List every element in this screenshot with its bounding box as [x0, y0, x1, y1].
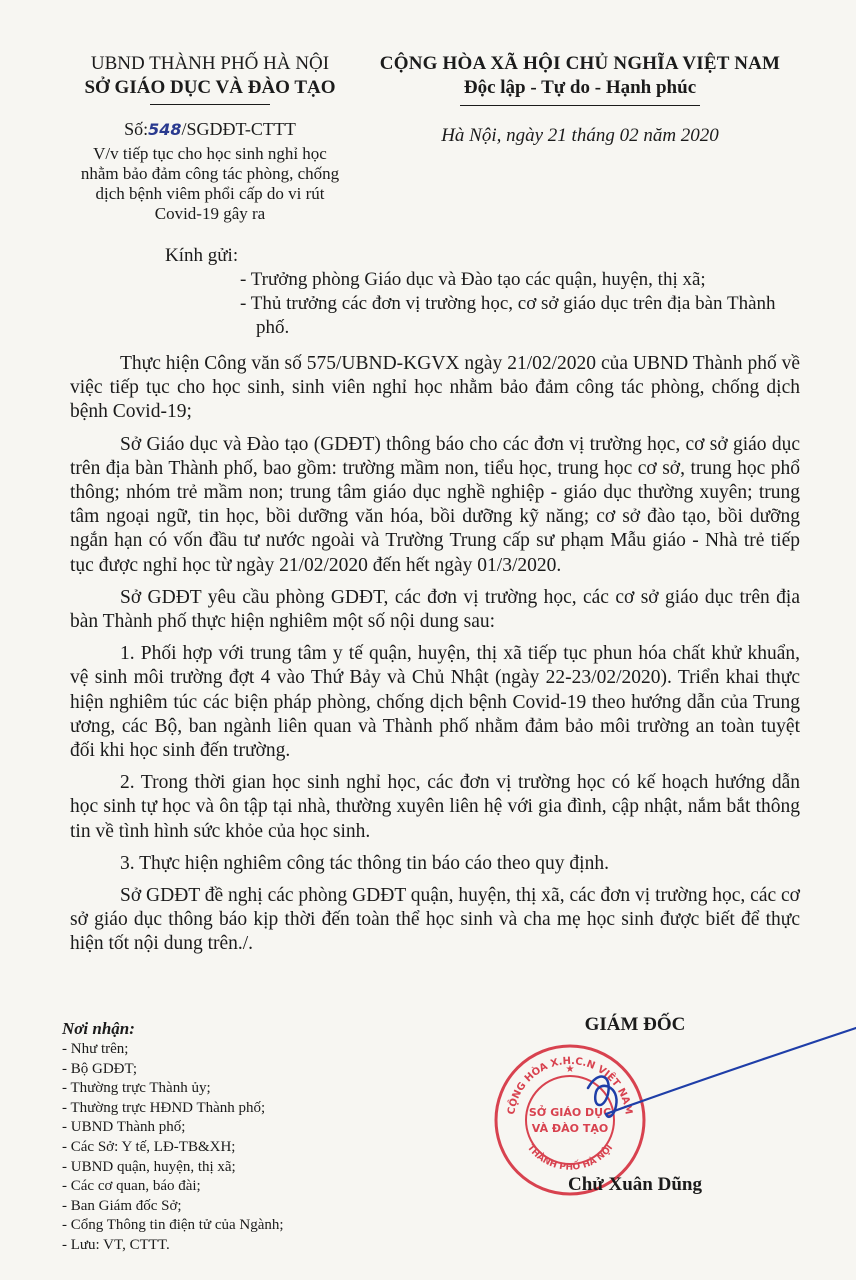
document-number-prefix: Số: [124, 119, 149, 139]
document-number [60, 118, 360, 141]
subject-line: V/v tiếp tục cho học sinh nghỉ học [93, 144, 327, 163]
distribution-item: - UBND Thành phố; [62, 1119, 186, 1136]
subject-line: Covid-19 gây ra [154, 204, 266, 223]
signer-title: GIÁM ĐỐC [584, 1014, 686, 1035]
document-subject [60, 144, 360, 224]
body-paragraph: 3. Thực hiện nghiêm công tác thông tin báo cáo theo quy định. [120, 852, 609, 874]
distribution-item: - Thường trực Thành ủy; [62, 1080, 211, 1097]
recipient-item: - Thủ trưởng các đơn vị trường học, cơ sở giáo dục trên địa bàn Thành phố. [240, 293, 776, 338]
national-motto: Độc lập - Tự do - Hạnh phúc [463, 77, 697, 98]
subject-line: dịch bệnh viêm phổi cấp do vi rút [95, 184, 325, 203]
distribution-item: - Lưu: VT, CTTT. [62, 1236, 170, 1253]
signer-name: Chử Xuân Dũng [568, 1174, 702, 1195]
seal-center-line: SỞ GIÁO DỤC [528, 1106, 612, 1119]
distribution-list [62, 1018, 392, 1256]
document-number-handwritten: 548 [148, 120, 182, 139]
distribution-item: - Cổng Thông tin điện tử của Ngành; [62, 1217, 284, 1234]
body-paragraph: Sở GDĐT yêu cầu phòng GDĐT, các đơn vị trường học, các cơ sở giáo dục trên địa bàn Thành phố thực hiện nghiêm một số nội dung sau: [70, 586, 800, 633]
body-paragraph: 1. Phối hợp với trung tâm y tế quận, huyện, thị xã tiếp tục phun hóa chất khử khuẩn, vệ sinh môi trường đợt 4 vào Thứ Bảy và Chủ Nhật (ngày 22-23/02/2020). Triển khai thực hiện nghiêm túc các biện pháp phòng, chống dịch bệnh Covid-19 theo hướng dẫn của Trung ương, các Bộ, ban ngành liên quan và Thành phố nhằm đảm bảo môi trường an toàn tuyệt đối khi học sinh đến trường. [70, 643, 800, 762]
issuer-block [60, 52, 360, 105]
motto-underline [460, 105, 700, 106]
body-paragraph: Sở Giáo dục và Đào tạo (GDĐT) thông báo cho các đơn vị trường học, cơ sở giáo dục trên địa bàn Thành phố, bao gồm: trường mầm non, tiểu học, trung học cơ sở, trung học phổ thông; nhóm trẻ mầm non; trung tâm giáo dục nghề nghiệp - giáo dục thường xuyên; trung tâm ngoại ngữ, tin học, bồi dưỡng văn hóa, bồi dưỡng kỹ năng; cơ sở đào tạo, bồi dưỡng ngắn hạn có vốn đầu tư nước ngoài và Trường Trung cấp sư phạm Mẫu giáo - Nhà trẻ tiếp tục được nghỉ học từ ngày 21/02/2020 đến hết ngày 01/3/2020. [70, 433, 800, 576]
national-title-block [360, 52, 800, 106]
distribution-item: - Các Sở: Y tế, LĐ-TB&XH; [62, 1138, 236, 1155]
distribution-item: - Như trên; [62, 1041, 129, 1057]
recipients-list [240, 268, 800, 340]
seal-ring-text: CỘNG HÒA X.H.C.N VIỆT NAM [506, 1055, 634, 1116]
handwritten-signature-icon [470, 1010, 856, 1190]
distribution-item: - Ban Giám đốc Sở; [62, 1197, 182, 1214]
issuer-parent: UBND THÀNH PHỐ HÀ NỘI [90, 53, 330, 74]
body-paragraph: Thực hiện Công văn số 575/UBND-KGVX ngày 21/02/2020 của UBND Thành phố về việc tiếp tục cho học sinh, sinh viên nghỉ học nhằm bảo đảm công tác phòng, chống dịch bệnh Covid-19; [70, 353, 800, 423]
distribution-item: - Thường trực HĐND Thành phố; [62, 1099, 266, 1116]
national-title: CỘNG HÒA XÃ HỘI CHỦ NGHĨA VIỆT NAM [379, 53, 781, 74]
issuer-name: SỞ GIÁO DỤC VÀ ĐÀO TẠO [84, 77, 336, 98]
letter-body [70, 352, 800, 965]
recipient-item: - Trưởng phòng Giáo dục và Đào tạo các quận, huyện, thị xã; [240, 269, 706, 290]
seal-center-line: VÀ ĐÀO TẠO [531, 1122, 609, 1135]
document-number-suffix: /SGDĐT-CTTT [181, 119, 296, 139]
svg-text:★: ★ [565, 1064, 575, 1075]
distribution-title: Nơi nhận: [62, 1019, 135, 1038]
distribution-item: - Bộ GDĐT; [62, 1060, 137, 1077]
recipients-label: Kính gửi: [165, 245, 239, 266]
document-date: Hà Nội, ngày 21 tháng 02 năm 2020 [441, 125, 719, 146]
issuer-underline [150, 104, 270, 105]
subject-line: nhằm bảo đảm công tác phòng, chống [80, 164, 340, 183]
seal-bottom-text: THÀNH PHỐ HÀ NỘI [524, 1143, 616, 1173]
body-paragraph: 2. Trong thời gian học sinh nghỉ học, các đơn vị trường học có kế hoạch hướng dẫn học sinh tự học và ôn tập tại nhà, thường xuyên liên hệ với gia đình, cập nhật, nắm bắt thông tin về tình hình sức khỏe của học sinh. [70, 772, 800, 842]
distribution-item: - Các cơ quan, báo đài; [62, 1178, 201, 1195]
distribution-item: - UBND quận, huyện, thị xã; [62, 1158, 236, 1175]
body-paragraph: Sở GDĐT đề nghị các phòng GDĐT quận, huyện, thị xã, các đơn vị trường học, các cơ sở giáo dục thông báo kịp thời đến toàn thể học sinh và cha mẹ học sinh được biết để thực hiện tốt nội dung trên./. [70, 885, 800, 955]
